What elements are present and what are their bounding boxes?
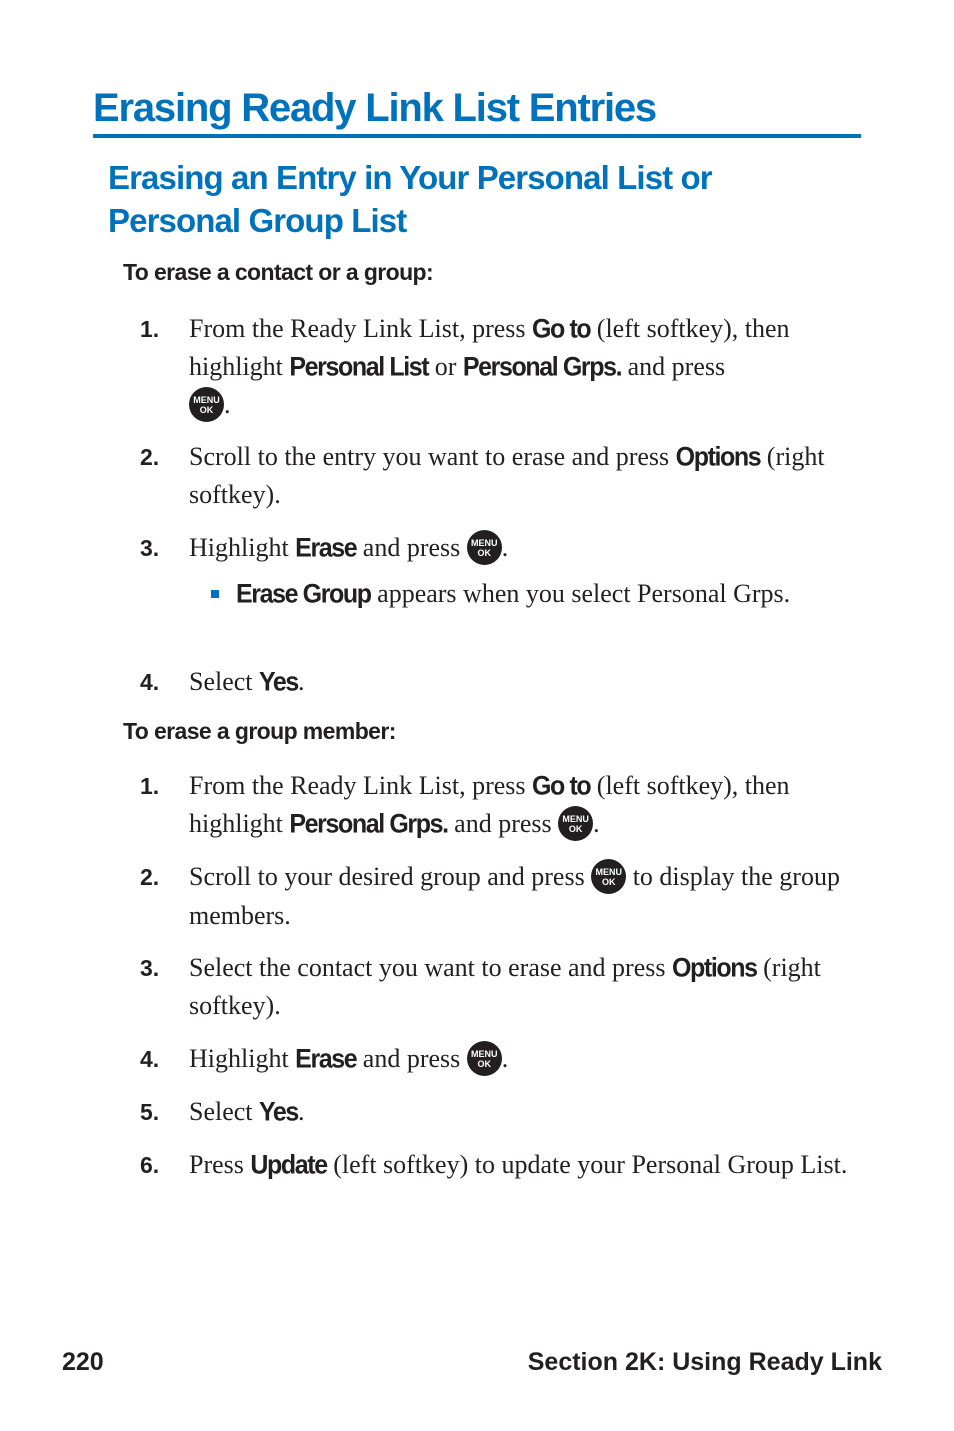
step-number: 5. <box>140 1099 160 1125</box>
step-number: 4. <box>140 669 160 695</box>
step-number: 2. <box>140 864 160 890</box>
subhead-erase-group-member: To erase a group member: <box>123 718 396 744</box>
menu-ok-icon: MENU OK <box>467 530 502 565</box>
keyword-go-to: Go to <box>532 314 591 344</box>
section-title <box>108 156 868 242</box>
keyword-yes: Yes <box>259 1097 298 1127</box>
step-text: Scroll to the entry you want to erase and press Options (right softkey). <box>189 438 869 514</box>
subhead-erase-contact-or-group: To erase a contact or a group: <box>123 259 434 285</box>
step-text: Highlight Erase and press MENU OK . <box>189 1040 869 1079</box>
keyword-options: Options <box>672 953 757 983</box>
step-text: From the Ready Link List, press Go to (left softkey), then highlight Personal Grps. and press MENU OK . <box>189 767 869 844</box>
step-text: Scroll to your desired group and press MENU OK to display the group members. <box>189 858 869 935</box>
step-number: 4. <box>140 1046 160 1072</box>
keyword-personal-grps: Personal Grps. <box>462 352 622 382</box>
step-number: 1. <box>140 773 160 799</box>
section-title-line2: Personal Group List <box>108 202 407 239</box>
section-title-line1: Erasing an Entry in Your Personal List or <box>108 159 712 196</box>
menu-ok-icon: MENU OK <box>591 859 626 894</box>
keyword-yes: Yes <box>259 667 298 697</box>
bullet-text: Erase Group appears when you select Personal Grps. <box>236 576 816 612</box>
keyword-personal-grps: Personal Grps. <box>289 809 448 839</box>
keyword-erase: Erase <box>295 533 357 563</box>
step-text: Select Yes. <box>189 663 869 701</box>
step-text: From the Ready Link List, press Go to (left softkey), then highlight Personal List or Personal Grps. and press MENU OK . <box>189 310 869 425</box>
page-title: Erasing Ready Link List Entries <box>93 86 656 130</box>
menu-ok-icon: MENU OK <box>467 1041 502 1076</box>
keyword-erase: Erase <box>295 1044 357 1074</box>
step-text: Highlight Erase and press MENU OK . <box>189 529 869 568</box>
step-text: Select the contact you want to erase and press Options (right softkey). <box>189 949 869 1025</box>
keyword-personal-list: Personal List <box>289 352 429 382</box>
keyword-options: Options <box>675 442 761 472</box>
bullet-square-icon <box>211 590 219 598</box>
step-number: 1. <box>140 316 160 342</box>
keyword-erase-group: Erase Group <box>236 579 371 609</box>
title-rule <box>93 134 861 138</box>
step-text: Select Yes. <box>189 1093 869 1131</box>
menu-ok-icon: MENU OK <box>189 387 224 422</box>
menu-ok-icon: MENU OK <box>558 806 593 841</box>
step-text: Press Update (left softkey) to update your Personal Group List. <box>189 1146 869 1184</box>
step-number: 2. <box>140 444 160 470</box>
step-number: 6. <box>140 1152 160 1178</box>
keyword-update: Update <box>250 1150 327 1180</box>
step-number: 3. <box>140 535 160 561</box>
keyword-go-to: Go to <box>532 771 591 801</box>
step-number: 3. <box>140 955 160 981</box>
footer-section-title: Section 2K: Using Ready Link <box>527 1348 882 1376</box>
page-number: 220 <box>62 1348 104 1376</box>
